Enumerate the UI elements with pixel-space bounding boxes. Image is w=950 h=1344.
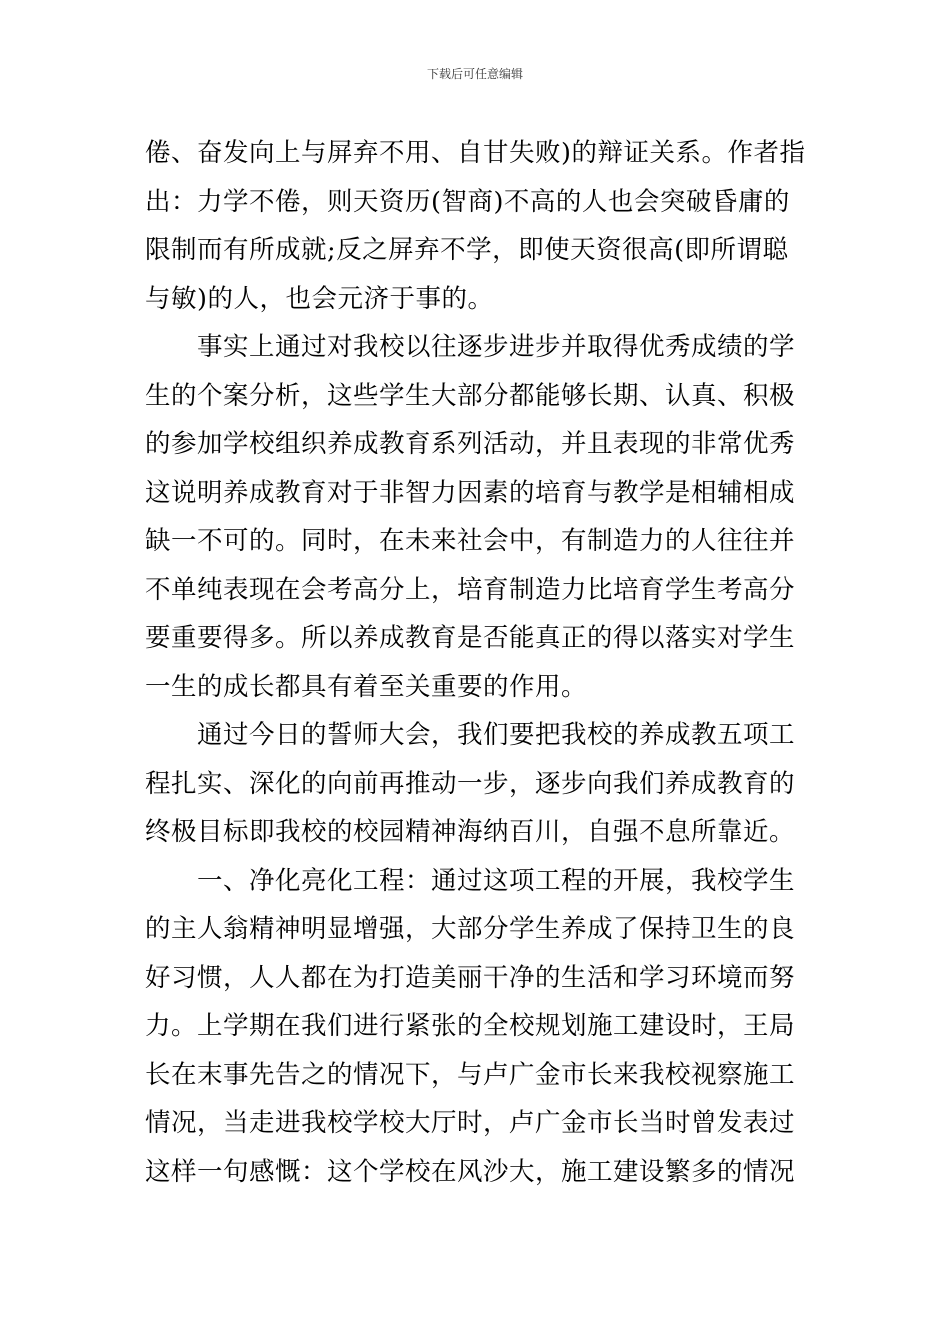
text-line: 力。上学期在我们进行紧张的全校规划施工建设时，王局 bbox=[145, 1011, 796, 1041]
text-line: 通过今日的誓师大会，我们要把我校的养成教五项工 bbox=[145, 720, 796, 750]
text-line: 终极目标即我校的校园精神海纳百川，自强不息所靠近。 bbox=[145, 817, 796, 847]
text-line: 出：力学不倦，则天资历(智商)不高的人也会突破昏庸的 bbox=[145, 186, 790, 217]
text-line: 这样一句感慨：这个学校在风沙大，施工建设繁多的情况 bbox=[145, 1156, 796, 1187]
text-line: 情况，当走进我校学校大厅时，卢广金市长当时曾发表过 bbox=[145, 1108, 796, 1138]
text-line: 生的个案分析，这些学生大部分都能够长期、认真、积极 bbox=[145, 380, 796, 411]
text-line: 这说明养成教育对于非智力因素的培育与教学是相辅相成 bbox=[145, 477, 796, 508]
text-line: 限制而有所成就;反之屏弃不学，即使天资很高(即所谓聪 bbox=[145, 235, 789, 265]
text-line: 的主人翁精神明显增强，大部分学生养成了保持卫生的良 bbox=[145, 914, 796, 944]
text-line: 一生的成长都具有着至关重要的作用。 bbox=[145, 671, 588, 702]
text-line: 要重要得多。所以养成教育是否能真正的得以落实对学生 bbox=[145, 623, 796, 653]
text-line: 程扎实、深化的向前再推动一步，逐步向我们养成教育的 bbox=[145, 768, 796, 799]
text-line: 事实上通过对我校以往逐步进步并取得优秀成绩的学 bbox=[145, 332, 796, 362]
text-line: 一、净化亮化工程：通过这项工程的开展，我校学生 bbox=[145, 865, 796, 896]
text-line: 好习惯，人人都在为打造美丽干净的生活和学习环境而努 bbox=[145, 962, 796, 993]
text-line: 不单纯表现在会考高分上，培育制造力比培育学生考高分 bbox=[145, 574, 796, 605]
text-line: 的参加学校组织养成教育系列活动，并且表现的非常优秀 bbox=[145, 429, 796, 459]
text-line: 长在末事先告之的情况下，与卢广金市长来我校视察施工 bbox=[145, 1059, 796, 1090]
document-body bbox=[145, 129, 805, 1196]
page-header: 下载后可任意编辑 bbox=[426, 67, 523, 81]
text-line: 缺一不可的。同时，在未来社会中，有制造力的人往往并 bbox=[145, 526, 796, 556]
text-line: 倦、奋发向上与屏弃不用、自甘失败)的辩证关系。作者指 bbox=[145, 138, 806, 168]
text-line: 与敏)的人，也会元济于事的。 bbox=[145, 283, 494, 314]
